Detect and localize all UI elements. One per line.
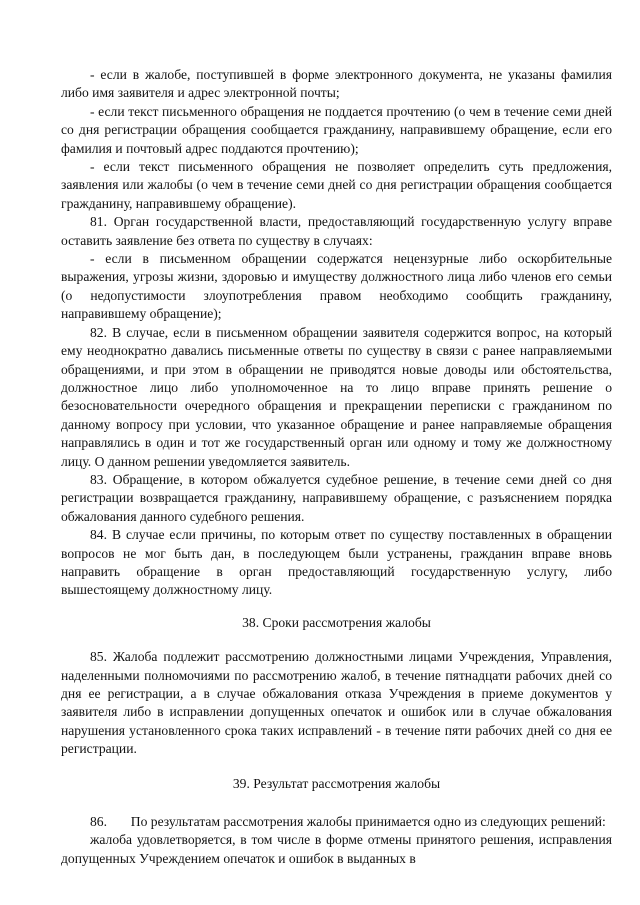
paragraph-84: 84. В случае если причины, по которым ответ по существу поставленных в обращении вопросов не мог быть дан, в последующем были устранены, гражданин вправе вновь направить обращение в орган предоставляющий государственную услугу, либо вышестоящему должностному лицу.	[61, 527, 612, 598]
paragraph-86-item: жалоба удовлетворяется, в том числе в форме отмены принятого решения, исправления допущенных Учреждением опечаток и ошибок в выданных в	[61, 832, 612, 866]
section-39-heading: 39. Результат рассмотрения жалобы	[232, 775, 441, 791]
paragraph-83: 83. Обращение, в котором обжалуется судебное решение, в течение семи дней со дня регистрации возвращается гражданину, направившему обращение, с разъяснением порядка обжалования данного судебного решения.	[61, 471, 612, 524]
paragraph-81: 81. Орган государственной власти, предоставляющий государственную услугу вправе оставить заявление без ответа по существу в случаях:	[61, 214, 612, 248]
section-38-heading: 38. Сроки рассмотрения жалобы	[242, 614, 431, 630]
paragraph: - если в письменном обращении содержатся нецензурные либо оскорбительные выражения, угрозы жизни, здоровью и имуществу должностного лица либо членов его семьи (о недопустимости злоупотребления правом необходимо сообщить гражданину, направившему обращение);	[61, 251, 612, 322]
paragraph-86: 86. По результатам рассмотрения жалобы принимается одно из следующих решений:	[90, 814, 606, 830]
paragraph: - если текст письменного обращения не поддается прочтению (о чем в течение семи дней со дня регистрации обращения сообщается гражданину, направившему обращение, если его фамилия и почтовый адрес поддаются прочтению);	[61, 103, 612, 156]
document-page	[61, 66, 612, 868]
paragraph: - если текст письменного обращения не позволяет определить суть предложения, заявления или жалобы (о чем в течение семи дней со дня регистрации обращения сообщается гражданину, направившему обращение).	[61, 159, 612, 211]
paragraph-82: 82. В случае, если в письменном обращении заявителя содержится вопрос, на который ему неоднократно давались письменные ответы по существу в связи с ранее направляемыми обращениями, и при этом в обращении не приводятся новые доводы или обстоятельства, должностное лицо либо уполномоченное на то лицо вправе принять решение о безосновательности очередного обращения и прекращении переписки с гражданином по данному вопросу при условии, что указанное обращение и ранее направляемые обращения направлялись в один и тот же государственный орган или одному и тому же должностному лицу. О данном решении уведомляется заявитель.	[61, 324, 612, 469]
paragraph-85: 85. Жалоба подлежит рассмотрению должностными лицами Учреждения, Управления, наделенными полномочиями по рассмотрению жалоб, в течение пятнадцати рабочих дней со дня ее регистрации, а в случае обжалования отказа Учреждения в приеме документов у заявителя либо в исправлении допущенных опечаток и ошибок или в случае обжалования нарушения установленного срока таких исправлений - в течение пяти рабочих дней со дня ее регистрации.	[61, 649, 612, 757]
paragraph: - если в жалобе, поступившей в форме электронного документа, не указаны фамилия либо имя заявителя и адрес электронной почты;	[61, 67, 612, 101]
